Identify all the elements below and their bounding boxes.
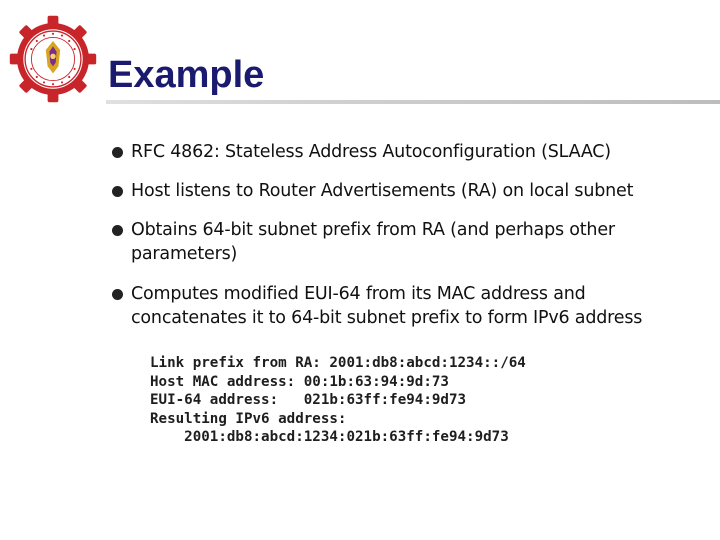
bullet-item — [112, 140, 672, 164]
code-line-eui64: EUI-64 address: 021b:63ff:fe94:9d73 — [150, 392, 467, 408]
bullet-text: Host listens to Router Advertisements (RA) on local subnet — [131, 181, 634, 201]
code-line-resulting-label: Resulting IPv6 address: — [150, 410, 347, 427]
bullet-icon — [112, 289, 123, 300]
bullet-item — [112, 218, 672, 266]
bullet-text: Obtains 64-bit subnet prefix from RA (and perhaps other parameters) — [131, 220, 615, 264]
slide-title: Example — [108, 54, 265, 96]
code-block — [150, 354, 526, 447]
bullet-item — [112, 282, 672, 330]
bullet-icon — [112, 147, 123, 158]
university-seal-logo — [8, 14, 98, 104]
bullet-list — [112, 140, 672, 345]
bullet-item — [112, 179, 672, 203]
code-line-link-prefix: Link prefix from RA: 2001:db8:abcd:1234::/64 — [150, 355, 526, 371]
title-underline — [106, 100, 720, 104]
bullet-icon — [112, 225, 123, 236]
code-line-host-mac: Host MAC address: 00:1b:63:94:9d:73 — [150, 373, 449, 390]
bullet-text: RFC 4862: Stateless Address Autoconfiguration (SLAAC) — [131, 142, 611, 162]
bullet-icon — [112, 186, 123, 197]
bullet-text: Computes modified EUI-64 from its MAC address and concatenates it to 64-bit subnet prefix to form IPv6 address — [131, 284, 643, 328]
code-line-resulting-address: 2001:db8:abcd:1234:021b:63ff:fe94:9d73 — [150, 429, 509, 445]
